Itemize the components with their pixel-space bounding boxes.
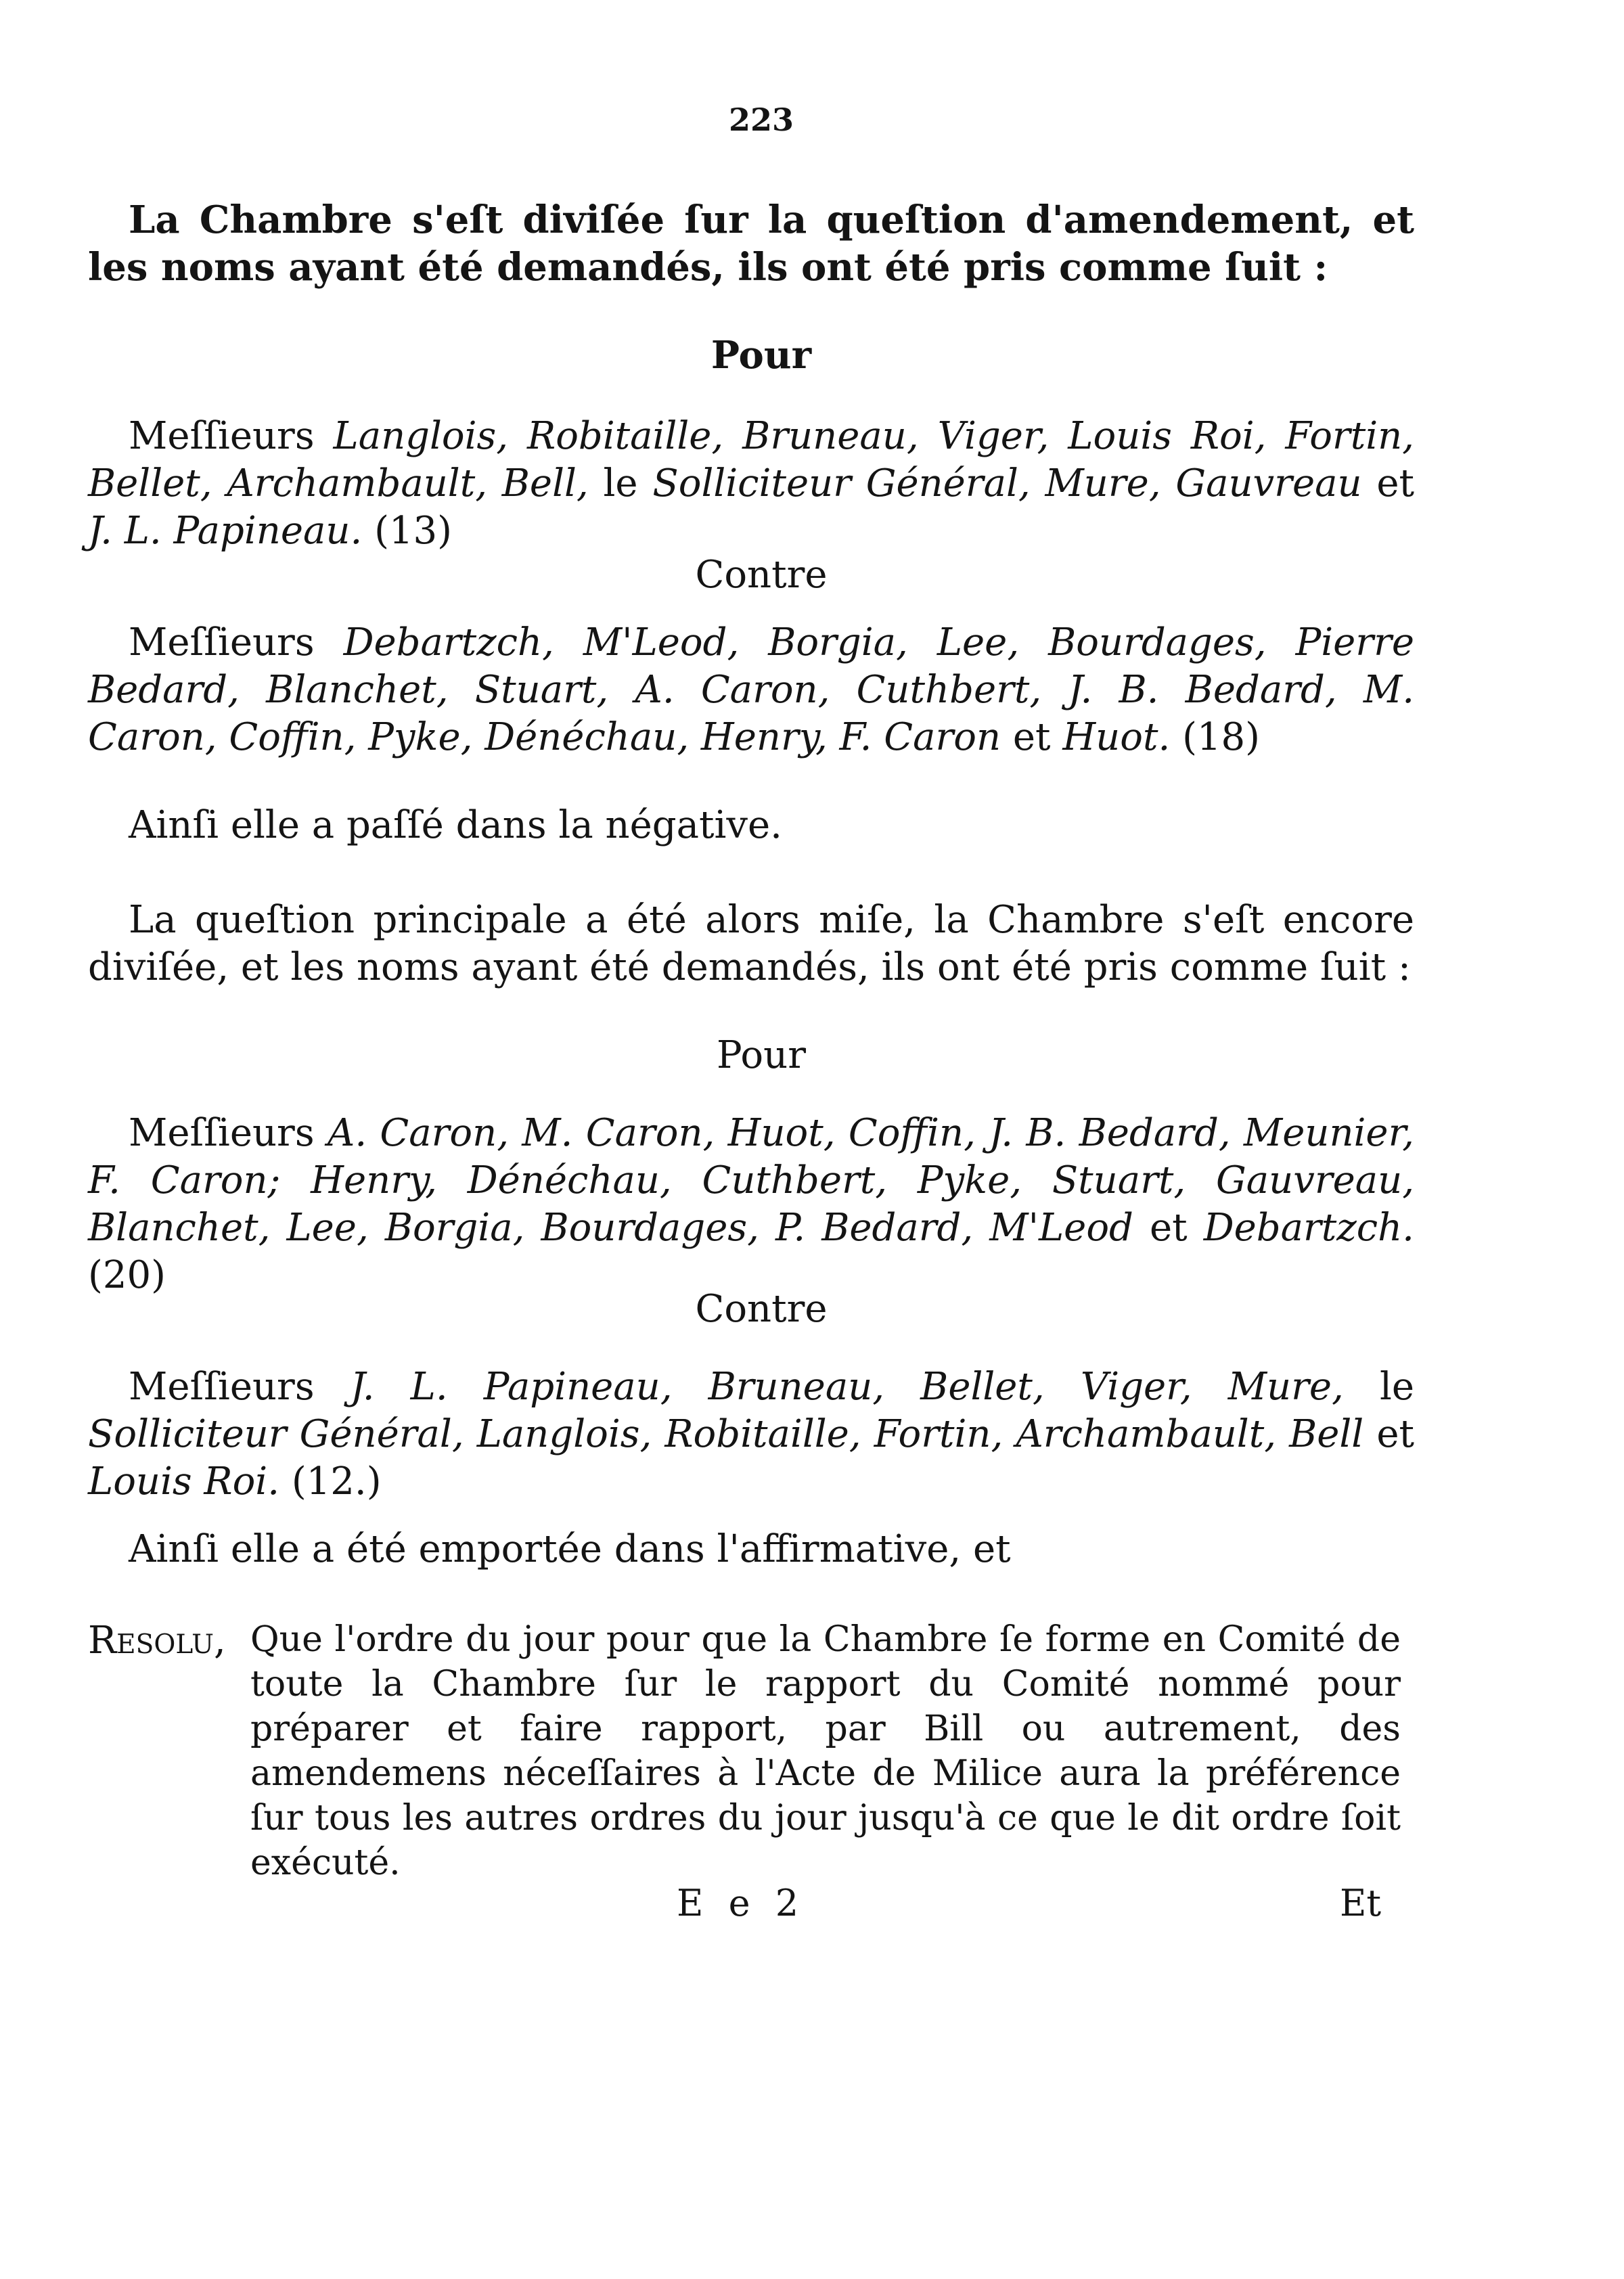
vote1-pour-names3: J. L. Papineau. [88,509,363,553]
resolu-text: Que l'ordre du jour pour que la Chambre ſe forme en Comité de toute la Chambre ſur le rapport du Comité nommé pour préparer et faire rapport, par Bill ou autrement, des amendemens néceſſaires à l'Acte de Milice aura la préférence ſur tous les autres ordres du jour jusqu'à ce que le dit ordre ſoit exécuté. [250,1619,1401,1883]
vote1-pour-et: et [1376,461,1414,505]
vote1-pour-names: Langlois, Robitaille, Bruneau, Viger, Louis Roi, Fortin, Bellet, Archambault, Bell, [88,414,1414,505]
vote2-contre-le: le [1379,1365,1414,1409]
vote2-contre-names3: Louis Roi. [88,1460,280,1504]
vote1-contre-heading: Contre [695,553,828,597]
vote1-contre-count: (18) [1182,715,1261,759]
intro-paragraph: La Chambre s'eſt diviſée ſur la queſtion d'amendement, et les noms ayant été demandés, ils ont été pris comme ſuit : [88,198,1414,290]
vote2-contre-et: et [1376,1412,1414,1456]
vote1-contre-et: et [1012,715,1051,759]
vote2-pour-count: (20) [88,1253,166,1297]
vote2-pour-list [88,1110,1414,1299]
vote2-pour-names: A. Caron, M. Caron, Huot, Coffin, J. B. Bedard, Meunier, F. Caron; Henry, Dénéchau, Cuthbert, Pyke, Stuart, Gauvreau, Blanchet, Lee, Borgia, Bourdages, P. Bedard, M'Leod [88,1111,1414,1250]
vote2-contre-count: (12.) [291,1460,382,1504]
catchword: Et [1340,1882,1382,1924]
result1-paragraph: Ainſi elle a paſſé dans la négative. [129,803,782,847]
vote1-pour-count: (13) [374,509,453,553]
vote1-contre-names2: Huot. [1062,715,1171,759]
page-number: 223 [728,101,794,138]
vote2-pour-lead: Meſſieurs [129,1111,315,1155]
vote2-contre-lead: Meſſieurs [129,1365,315,1409]
vote1-contre-names: Debartzch, M'Leod, Borgia, Lee, Bourdages, Pierre Bedard, Blanchet, Stuart, A. Caron, Cuthbert, J. B. Bedard, M. Caron, Coffin, Pyke, Dénéchau, Henry, F. Caron [88,620,1414,759]
vote2-pour-et: et [1149,1206,1188,1250]
vote1-contre-list [88,619,1414,761]
vote1-pour-names2: Solliciteur Général, Mure, Gauvreau [652,461,1362,505]
vote2-pour-names2: Debartzch. [1203,1206,1414,1250]
signature-mark: E e 2 [677,1882,806,1924]
vote2-contre-names2: Solliciteur Général, Langlois, Robitaille, Fortin, Archambault, Bell [88,1412,1364,1456]
result2-paragraph: Ainſi elle a été emportée dans l'affirmative, et [129,1527,1011,1571]
vote2-pour-heading: Pour [717,1033,806,1077]
vote2-contre-names: J. L. Papineau, Bruneau, Bellet, Viger, Mure, [350,1365,1344,1409]
vote1-pour-list [88,413,1414,555]
vote1-pour-lead: Meſſieurs [129,414,315,458]
vote2-contre-list [88,1363,1414,1506]
resolu-label: Resolu, [88,1619,226,1663]
question2-paragraph: La queſtion principale a été alors miſe, la Chambre s'eſt encore diviſée, et les noms ayant été demandés, ils ont été pris comme ſuit : [88,898,1414,989]
vote1-contre-lead: Meſſieurs [129,620,315,664]
vote2-contre-heading: Contre [695,1287,828,1331]
vote1-pour-le: le [603,461,638,505]
vote1-pour-heading: Pour [710,333,812,378]
